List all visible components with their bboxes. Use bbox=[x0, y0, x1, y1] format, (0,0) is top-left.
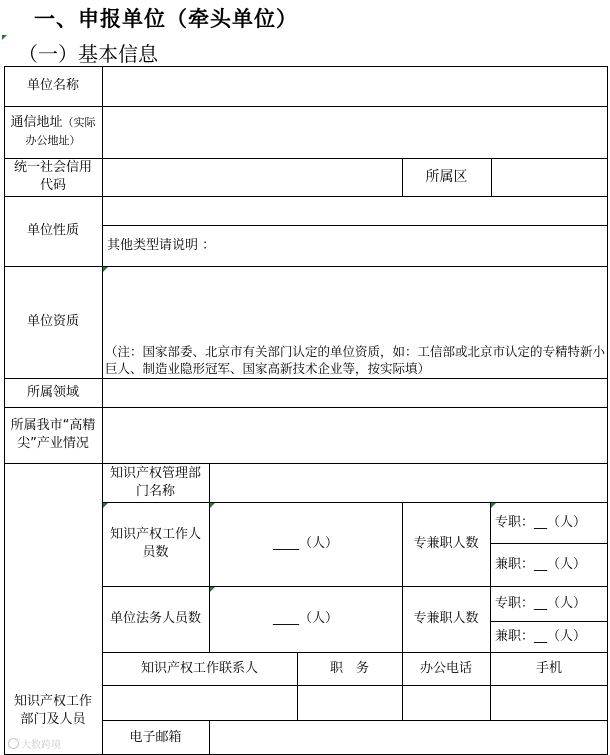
contact-person-header: 知识产权工作联系人 bbox=[140, 660, 258, 676]
ip-dept-name-input[interactable] bbox=[210, 464, 608, 502]
qualification-note: （注：国家部委、北京市有关部门认定的单位资质，如：工信部或北京市认定的专精特新小巨人、制造业隐形冠军、国家高新技术企业等，按实际填） bbox=[105, 344, 606, 376]
address-label: 通信地址（实际办公地址） bbox=[10, 115, 96, 147]
mobile-header: 手机 bbox=[535, 660, 562, 676]
ip-staff-label: 知识产权工作人员数 bbox=[109, 527, 201, 560]
legal-fulltime-parttime-label: 专兼职人数 bbox=[413, 611, 479, 626]
unit-nature-label: 单位性质 bbox=[26, 223, 79, 238]
mobile-input[interactable] bbox=[491, 686, 608, 720]
industry-input[interactable] bbox=[103, 408, 608, 463]
watermark-logo-icon bbox=[8, 738, 19, 749]
qualification-label: 单位资质 bbox=[26, 314, 79, 329]
cell-comment-marker bbox=[103, 267, 108, 272]
district-label: 所属区 bbox=[425, 169, 468, 185]
contact-person-input[interactable] bbox=[103, 686, 297, 720]
cell-comment-marker bbox=[2, 35, 7, 40]
email-label: 电子邮箱 bbox=[129, 729, 182, 745]
legal-fulltime-field[interactable]: 专职：__（人） bbox=[495, 595, 587, 611]
ip-section-label: 知识产权工作部门及人员 bbox=[13, 694, 92, 727]
ip-staff-input[interactable]: ____（人） bbox=[272, 536, 338, 551]
unit-name-input[interactable] bbox=[103, 67, 608, 106]
other-type-label[interactable]: 其他类型请说明 ： bbox=[107, 238, 216, 253]
legal-staff-label: 单位法务人员数 bbox=[109, 611, 201, 626]
office-phone-header: 办公电话 bbox=[419, 660, 472, 676]
legal-staff-input[interactable]: ____（人） bbox=[272, 611, 338, 626]
credit-code-input[interactable] bbox=[103, 159, 402, 196]
credit-code-label: 统一社会信用代码 bbox=[13, 160, 92, 193]
position-input[interactable] bbox=[298, 686, 402, 720]
ip-parttime-field[interactable]: 兼职：__（人） bbox=[495, 556, 587, 572]
industry-label: 所属我市“高精尖”产业情况 bbox=[10, 418, 96, 451]
email-input[interactable] bbox=[210, 721, 608, 755]
unit-name-label: 单位名称 bbox=[26, 78, 79, 93]
section-title: 一、申报单位（牵头单位） bbox=[34, 7, 298, 31]
ip-fulltime-field[interactable]: 专职：__（人） bbox=[495, 514, 587, 530]
address-input[interactable] bbox=[103, 107, 608, 158]
office-phone-input[interactable] bbox=[403, 686, 490, 720]
position-header: 职 务 bbox=[329, 660, 369, 676]
legal-parttime-field[interactable]: 兼职：__（人） bbox=[495, 628, 587, 644]
ip-fulltime-parttime-label: 专兼职人数 bbox=[413, 536, 479, 551]
field-input[interactable] bbox=[103, 379, 608, 407]
unit-nature-input[interactable] bbox=[103, 197, 608, 225]
district-input[interactable] bbox=[492, 159, 608, 196]
ip-dept-name-label: 知识产权管理部门名称 bbox=[109, 465, 201, 499]
subsection-title: （一）基本信息 bbox=[18, 42, 158, 66]
field-label: 所属领域 bbox=[26, 384, 79, 400]
watermark: 大数跨境 bbox=[8, 736, 61, 751]
